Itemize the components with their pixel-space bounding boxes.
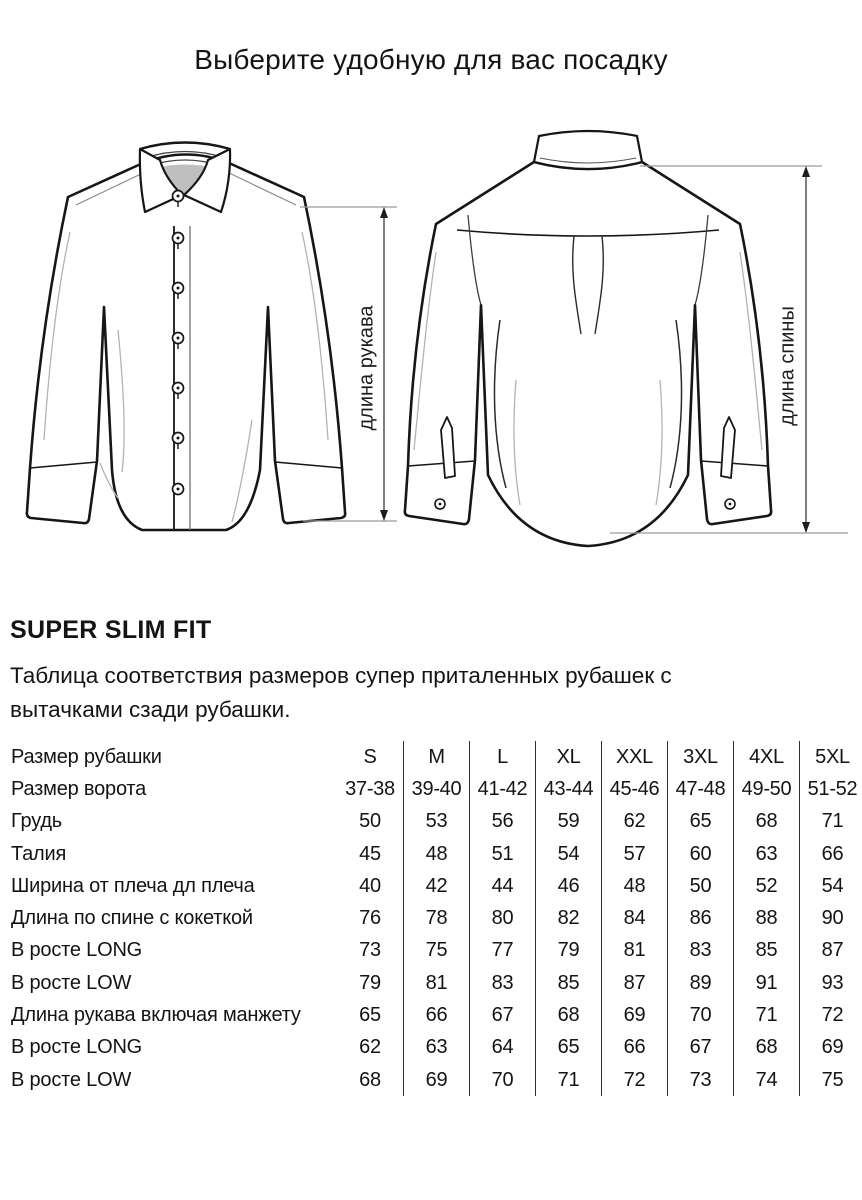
size-value-cell: 69 — [601, 999, 667, 1031]
size-value-cell: 70 — [469, 1064, 535, 1096]
size-value-cell: 54 — [799, 870, 862, 902]
size-value-cell: 69 — [799, 1032, 862, 1064]
size-value-cell: 65 — [359, 1004, 381, 1027]
size-value-cell: 57 — [601, 838, 667, 870]
size-value-cell: 75 — [799, 1064, 862, 1096]
size-value-cell: 68 — [535, 999, 601, 1031]
shirt-measurement-diagram — [0, 110, 862, 580]
row-label: Длина рукава включая манжету — [11, 1004, 301, 1027]
size-value-cell: 82 — [535, 902, 601, 934]
size-value-cell: 79 — [359, 971, 381, 994]
size-value-cell: 51-52 — [799, 773, 862, 805]
back-shirt-drawing — [405, 131, 771, 546]
arrow-up-icon — [802, 166, 810, 177]
size-value-cell: 63 — [403, 1032, 469, 1064]
size-value-cell: 3XL — [667, 741, 733, 773]
size-value-cell: 83 — [667, 935, 733, 967]
size-value-cell: 89 — [667, 967, 733, 999]
size-value-cell: 75 — [403, 935, 469, 967]
table-row — [9, 967, 862, 999]
size-value-cell: 84 — [601, 902, 667, 934]
size-value-cell: 74 — [733, 1064, 799, 1096]
size-value-cell: 52 — [733, 870, 799, 902]
size-value-cell: XXL — [601, 741, 667, 773]
size-value-cell: 54 — [535, 838, 601, 870]
size-value-cell: 86 — [667, 902, 733, 934]
row-label: Длина по спине с кокеткой — [11, 907, 253, 930]
table-row — [9, 1064, 862, 1096]
size-value-cell: 79 — [535, 935, 601, 967]
row-label: Ширина от плеча дл плеча — [11, 874, 255, 897]
size-value-cell: 71 — [799, 806, 862, 838]
table-row — [9, 902, 862, 934]
fit-heading: SUPER SLIM FIT — [10, 616, 212, 644]
size-value-cell: 81 — [403, 967, 469, 999]
front-shirt-drawing — [27, 143, 345, 531]
size-value-cell: 80 — [469, 902, 535, 934]
size-value-cell: 63 — [733, 838, 799, 870]
size-value-cell: 45-46 — [601, 773, 667, 805]
table-row — [9, 870, 862, 902]
size-value-cell: S — [363, 745, 377, 768]
size-value-cell: 51 — [469, 838, 535, 870]
size-value-cell: 85 — [535, 967, 601, 999]
size-value-cell: 64 — [469, 1032, 535, 1064]
arrow-down-icon — [802, 522, 810, 533]
sleeve-length-label: длина рукава — [355, 305, 378, 431]
row-label: Размер ворота — [11, 777, 147, 800]
collar-band-top — [140, 143, 230, 150]
size-value-cell: 73 — [359, 939, 381, 962]
size-value-cell: 42 — [403, 870, 469, 902]
size-value-cell: 67 — [667, 1032, 733, 1064]
size-value-cell: 87 — [601, 967, 667, 999]
size-value-cell: 68 — [359, 1068, 381, 1091]
size-value-cell: 47-48 — [667, 773, 733, 805]
size-value-cell: 59 — [535, 806, 601, 838]
size-value-cell: 50 — [667, 870, 733, 902]
row-label: Талия — [11, 842, 67, 865]
size-value-cell: L — [469, 741, 535, 773]
back-shirt-body — [405, 162, 771, 546]
table-row — [9, 935, 862, 967]
size-value-cell: 5XL — [799, 741, 862, 773]
size-value-cell: 37-38 — [345, 777, 395, 800]
arrow-up-icon — [380, 207, 388, 218]
size-value-cell: 62 — [601, 806, 667, 838]
size-value-cell: 43-44 — [535, 773, 601, 805]
size-value-cell: 48 — [601, 870, 667, 902]
size-value-cell: 65 — [535, 1032, 601, 1064]
size-value-cell: 85 — [733, 935, 799, 967]
size-value-cell: 72 — [799, 999, 862, 1031]
size-value-cell: 4XL — [733, 741, 799, 773]
size-value-cell: 77 — [469, 935, 535, 967]
size-value-cell: 60 — [667, 838, 733, 870]
size-value-cell: XL — [535, 741, 601, 773]
size-value-cell: 44 — [469, 870, 535, 902]
row-label: В росте LONG — [11, 939, 143, 962]
table-row — [9, 773, 862, 805]
size-value-cell: 76 — [359, 907, 381, 930]
size-value-cell: 45 — [359, 842, 381, 865]
front-shirt-body — [27, 155, 345, 531]
row-label: В росте LOW — [11, 1068, 132, 1091]
size-value-cell: 66 — [601, 1032, 667, 1064]
size-value-cell: 65 — [667, 806, 733, 838]
size-value-cell: 68 — [733, 1032, 799, 1064]
size-value-cell: 49-50 — [733, 773, 799, 805]
table-row — [9, 806, 862, 838]
size-value-cell: 40 — [359, 874, 381, 897]
size-value-cell: 93 — [799, 967, 862, 999]
size-value-cell: 83 — [469, 967, 535, 999]
size-value-cell: 53 — [403, 806, 469, 838]
arrow-down-icon — [380, 510, 388, 521]
size-value-cell: 81 — [601, 935, 667, 967]
back-length-label: длина спины — [776, 306, 799, 426]
size-value-cell: 91 — [733, 967, 799, 999]
page-title: Выберите удобную для вас посадку — [194, 44, 668, 75]
size-value-cell: 88 — [733, 902, 799, 934]
table-row — [9, 1032, 862, 1064]
size-value-cell: 71 — [733, 999, 799, 1031]
size-value-cell: 48 — [403, 838, 469, 870]
size-value-cell: 69 — [403, 1064, 469, 1096]
row-label: Размер рубашки — [11, 745, 162, 768]
size-value-cell: 70 — [667, 999, 733, 1031]
size-value-cell: 78 — [403, 902, 469, 934]
size-value-cell: 73 — [667, 1064, 733, 1096]
size-value-cell: M — [403, 741, 469, 773]
size-value-cell: 66 — [403, 999, 469, 1031]
table-row — [9, 999, 862, 1031]
table-row — [9, 838, 862, 870]
size-value-cell: 46 — [535, 870, 601, 902]
size-table — [9, 741, 862, 1096]
fit-description: Таблица соответствия размеров супер приталенных рубашек с вытачками сзади рубашки. — [10, 663, 672, 722]
size-value-cell: 68 — [733, 806, 799, 838]
size-value-cell: 62 — [359, 1036, 381, 1059]
size-value-cell: 87 — [799, 935, 862, 967]
size-value-cell: 90 — [799, 902, 862, 934]
size-value-cell: 56 — [469, 806, 535, 838]
size-value-cell: 72 — [601, 1064, 667, 1096]
size-value-cell: 41-42 — [469, 773, 535, 805]
row-label: В росте LOW — [11, 971, 132, 994]
table-row — [9, 741, 862, 773]
row-label: Грудь — [11, 810, 63, 833]
row-label: В росте LONG — [11, 1036, 143, 1059]
size-value-cell: 39-40 — [403, 773, 469, 805]
size-value-cell: 66 — [799, 838, 862, 870]
size-value-cell: 67 — [469, 999, 535, 1031]
size-value-cell: 71 — [535, 1064, 601, 1096]
size-value-cell: 50 — [359, 810, 381, 833]
